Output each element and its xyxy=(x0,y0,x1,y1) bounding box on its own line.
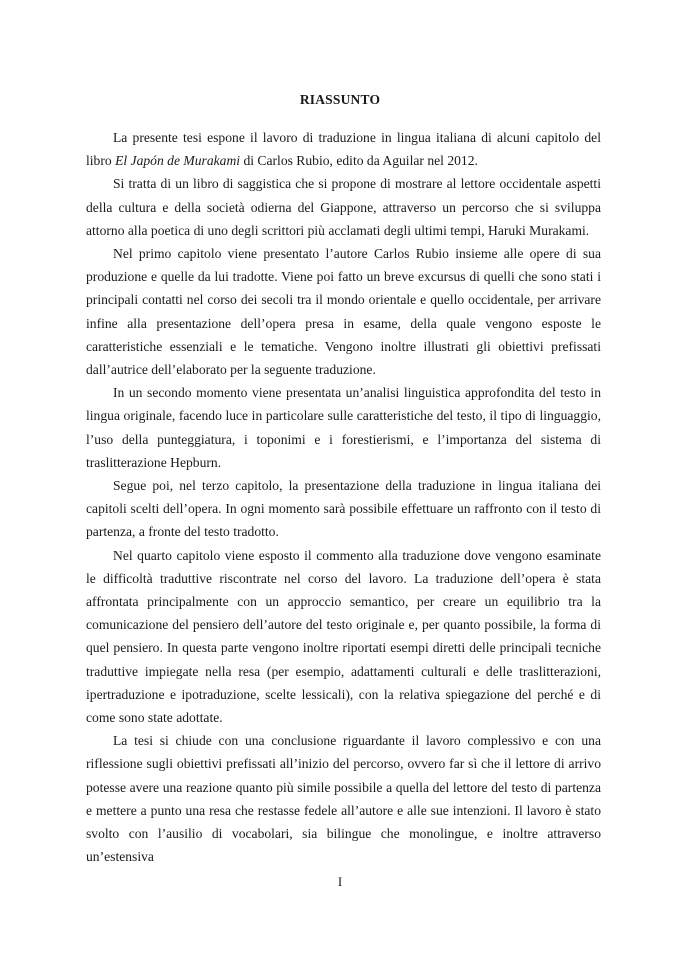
paragraph: Nel quarto capitolo viene esposto il commento alla traduzione dove vengono esaminate le difficoltà traduttive riscontrate nel corso del lavoro. La traduzione dell’opera è stata affrontata principalmente con un approccio semantico, per creare un equilibrio tra la comunicazione del pensiero dell’autore del testo originale e, per quanto possibile, la forma di quel pensiero. In questa parte vengono inoltre riportati esempi diretti delle principali tecniche traduttive impiegate nella resa (per esempio, adattamenti culturali e delle traslitterazioni, ipertraduzione e ipotraduzione, scelte lessicali), con la relativa spiegazione del perché e di come sono state adottate. xyxy=(86,547,601,726)
paragraph: Si tratta di un libro di saggistica che si propone di mostrare al lettore occidentale aspetti della cultura e della società odierna del Giappone, attraverso un percorso che si sviluppa attorno alla poetica di uno degli scrittori più acclamati degli ultimi tempi, Haruki Murakami. xyxy=(86,176,601,238)
page-title: RIASSUNTO xyxy=(299,92,381,107)
paragraph-intro-rest: di Carlos Rubio, edito da Aguilar nel 2012. xyxy=(240,153,478,169)
body-text xyxy=(86,126,601,869)
paragraph-intro-lead: La presente tesi espone il lavoro di traduzione in lingua italiana di alcuni capitolo del libro xyxy=(86,130,601,169)
paragraph: In un secondo momento viene presentata un’analisi linguistica approfondita del testo in lingua originale, facendo luce in particolare sulle caratteristiche del testo, il tipo di linguaggio, l’uso della punteggiatura, i toponimi e i forestierismi, e l’importanza del sistema di traslitterazione Hepburn. xyxy=(86,385,601,470)
paragraph: Segue poi, nel terzo capitolo, la presentazione della traduzione in lingua italiana dei capitoli scelti dell’opera. In ogni momento sarà possibile effettuare un raffronto con il testo di partenza, a fronte del testo tradotto. xyxy=(86,478,601,540)
page-number: I xyxy=(337,874,343,889)
paragraph: Nel primo capitolo viene presentato l’autore Carlos Rubio insieme alle opere di sua produzione e quelle da lui tradotte. Viene poi fatto un breve excursus di quelli che sono stati i principali contatti nel corso dei secoli tra il mondo orientale e quello occidentale, per arrivare infine alla presentazione dell’opera presa in esame, della quale vengono esposte le caratteristiche essenziali e le tematiche. Vengono inoltre illustrati gli obiettivi prefissati dall’autrice dell’elaborato per la seguente traduzione. xyxy=(86,246,601,378)
paragraph: La tesi si chiude con una conclusione riguardante il lavoro complessivo e con una riflessione sugli obiettivi prefissati all’inizio del percorso, ovvero far sì che il lettore di arrivo potesse avere una reazione quanto più simile possibile a quella del lettore del testo di partenza e mettere a punto una resa che restasse fedele all’autore e alle sue intenzioni. Il lavoro è stato svolto con l’ausilio di vocabolari, sia bilingue che monolingue, e inoltre attraverso un’estensiva xyxy=(86,733,601,865)
paragraph-intro xyxy=(86,126,601,172)
book-title: El Japón de Murakami xyxy=(115,153,241,169)
